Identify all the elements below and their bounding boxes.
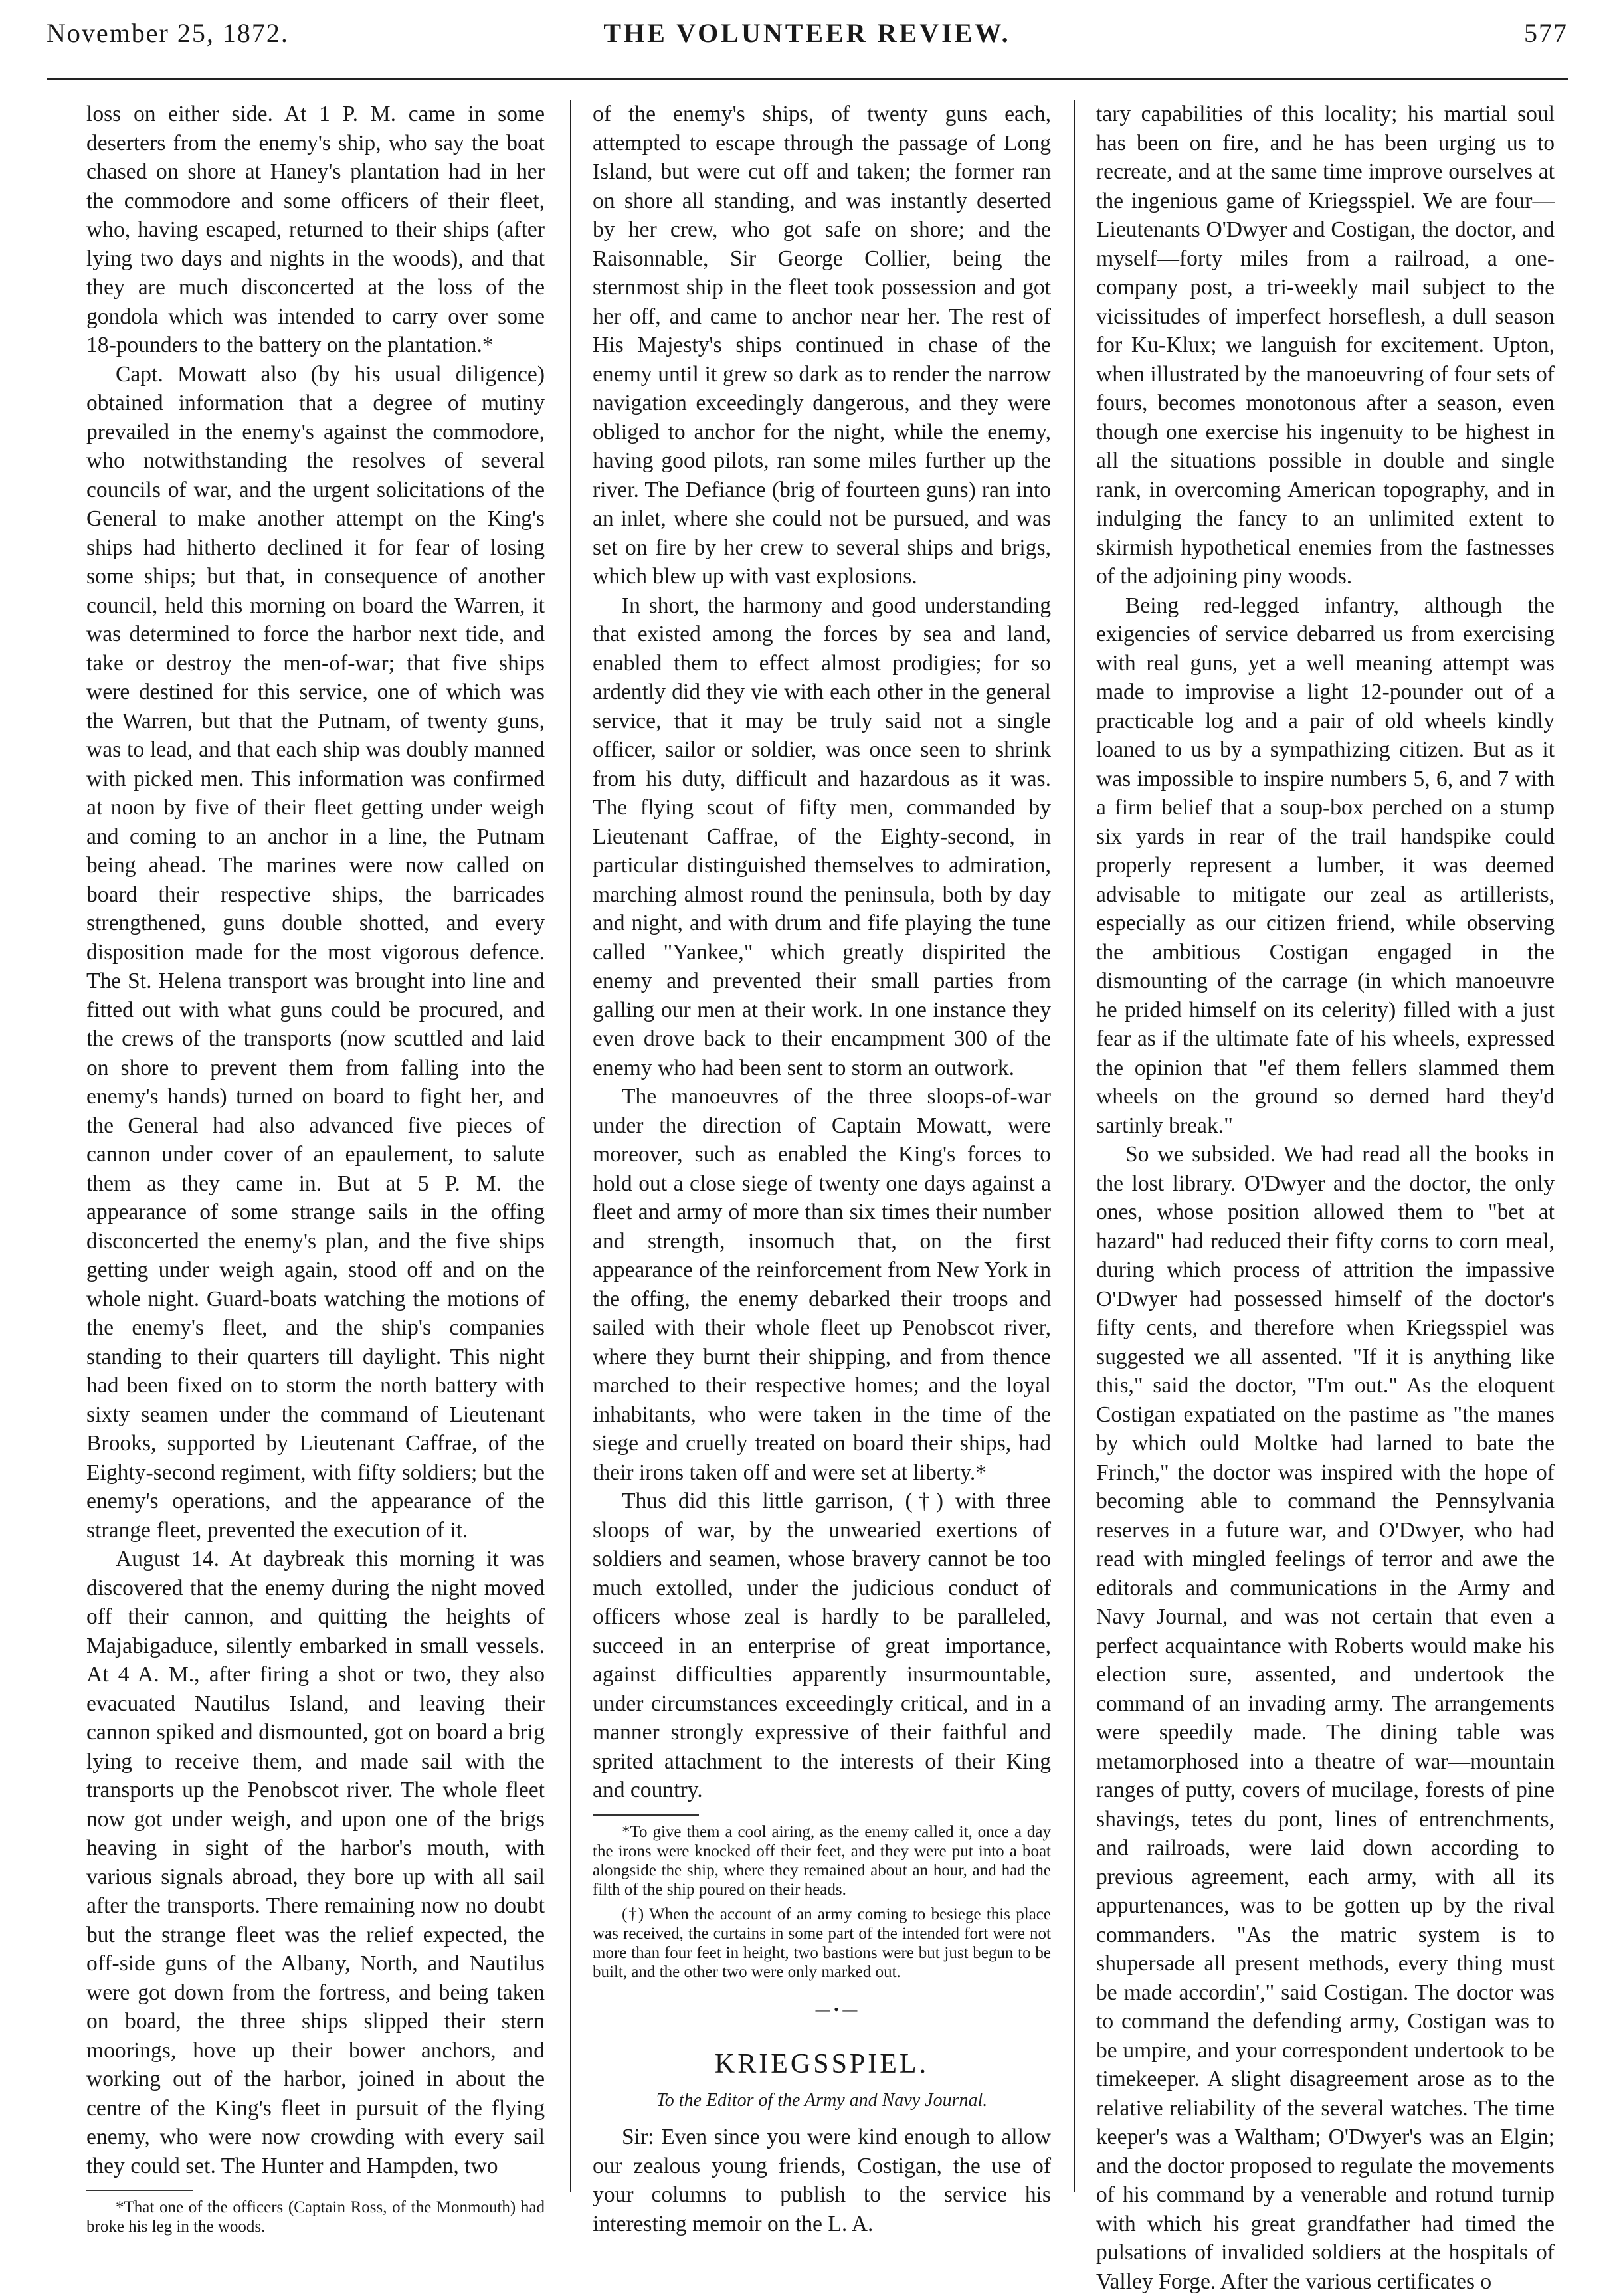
- section-heading: KRIEGSSPIEL.: [714, 2049, 929, 2079]
- header-date: November 25, 1872.: [47, 18, 289, 48]
- column-divider-2: [1074, 100, 1075, 2192]
- column-1: [86, 100, 545, 2236]
- paragraph: The manoeuvres of the three sloops-of-war under the direction of Captain Mowatt, were moreover, such as enabled the King's forces to hold out a close siege of twenty one days against a fleet and army of more than six times their number and strength, insomuch that, on the first appearance of the reinforcement from New York in the offing, the enemy debarked their troops and sailed with their whole fleet up Penobscot river, where they burnt their shipping, and from thence marched to their respective homes; and the loyal inhabitants, who were taken in the time of the siege and cruelly treated on board their ships, had their irons taken off and were set at liberty.*: [593, 1084, 1051, 1485]
- masthead-title: THE VOLUNTEER REVIEW.: [603, 18, 1011, 48]
- footnote: *That one of the officers (Captain Ross, of the Monmouth) had broke his leg in the woods.: [86, 2198, 545, 2236]
- column-2: [593, 100, 1051, 2238]
- page-number: 577: [1524, 18, 1568, 48]
- paragraph: of the enemy's ships, of twenty guns each, attempted to escape through the passage of Long Island, but were cut off and taken; the former ran on shore all standing, and was instantly deserted by her crew, who got safe on shore; and the Raisonnable, Sir George Collier, being the sternmost ship in the fleet took possession and got her off, and came to anchor near her. The rest of His Majesty's ships continued in chase of the enemy until it grew so dark as to render the narrow navigation exceedingly dangerous, and they were obliged to anchor for the night, while the enemy, having good pilots, ran some miles further up the river. The Defiance (brig of fourteen guns) ran into an inlet, where she could not be pursued, and was set on fire by her crew to several ships and brigs, which blew up with vast explosions.: [593, 102, 1051, 589]
- ornament: — • —: [815, 2000, 858, 2018]
- paragraph: August 14. At daybreak this morning it was discovered that the enemy during the night moved off their cannon, and quitting the heights of Majabigaduce, silently embarked in small vessels. At 4 A. M., after firing a shot or two, they also evacuated Nautilus Island, and leaving their cannon spiked and dismounted, got on board a brig lying to receive them, and made sail with the transports up the Penobscot river. The whole fleet now got under weigh, and upon one of the brigs heaving in sight of the harbor's mouth, with various signals abroad, they bore up with all sail after the transports. There remaining now no doubt but the strange fleet was the relief expected, the off-side guns of the Albany, North, and Nautilus were got down from the fortress, and being taken on board, the three ships slipped their stern moorings, hove up their bower anchors, and working out of the harbor, joined in about the centre of the King's fleet in pursuit of the flying enemy, who were now crowding with every sail they could set. The Hunter and Hampden, two: [86, 1547, 545, 2178]
- section-subheading: To the Editor of the Army and Navy Journal.: [656, 2089, 988, 2111]
- paragraph: loss on either side. At 1 P. M. came in some deserters from the enemy's ship, who say the boat chased on shore at Haney's plantation had in her the commodore and some officers of their fleet, who, having escaped, returned to their ships (after lying two days and nights in the woods), and that they are much disconcerted at the loss of the gondola which was intended to carry over some 18-pounders to the battery on the plantation.*: [86, 102, 545, 357]
- paragraph: Thus did this little garrison, (†) with three sloops of war, by the unwearied exertions of soldiers and seamen, whose bravery cannot be too much extolled, under the judicious conduct of officers whose zeal is hardly to be paralleled, succeed in an enterprise of great importance, against difficulties apparently insurmountable, under circumstances exceedingly critical, and in a manner strongly expressive of their faithful and sprited attachment to the interests of their King and country.: [593, 1489, 1051, 1802]
- paragraph: Sir: Even since you were kind enough to allow our zealous young friends, Costigan, the use of your columns to publish to the service his interesting memoir on the L. A.: [593, 2125, 1051, 2236]
- footnote: (†) When the account of an army coming to besiege this place was received, the curtains in some part of the intended fort were not more than four feet in height, two bastions were but just begun to be built, and the other two were only marked out.: [593, 1905, 1051, 1981]
- header-rule: [47, 78, 1568, 80]
- paragraph: tary capabilities of this locality; his martial soul has been on fire, and he has been urging us to recreate, and at the same time improve ourselves at the ingenious game of Kriegsspiel. We are four—Lieutenants O'Dwyer and Costigan, the doctor, and myself—forty miles from a railroad, a one-company post, a tri-weekly mail subject to the vicissitudes of imperfect horseflesh, a dull season for Ku-Klux; we languish for excitement. Upton, when illustrated by the manoeuvring of four sets of fours, becomes monotonous after a season, even though one exercise his ingenuity to be highest in all the situations possible in double and single rank, in overcoming American topography, and in indulging the fancy to an unlimited extent to skirmish hypothetical enemies from the fastnesses of the adjoining piny woods.: [1096, 102, 1555, 589]
- paragraph: Being red-legged infantry, although the exigencies of service debarred us from exercising with real guns, yet a well meaning attempt was made to improvise a light 12-pounder out of a practicable log and a pair of old wheels kindly loaned to us by a sympathizing citizen. But as it was impossible to inspire numbers 5, 6, and 7 with a firm belief that a soup-box perched on a stump six yards in rear of the trail handspike could properly represent a lumber, it was deemed advisable to mitigate our zeal as artillerists, especially as our citizen friend, while observing the ambitious Costigan engaged in the dismounting of the carrage (in which manoeuvre he prided himself on its celerity) filled with a just fear as if the ultimate fate of his wheels, expressed the opinion that "ef them fellers slammed them wheels on the ground so derned hard they'd sartinly break.": [1096, 593, 1555, 1138]
- paragraph: In short, the harmony and good understanding that existed among the forces by sea and land, enabled them to effect almost prodigies; for so ardently did they vie with each other in the general service, that it may be truly said not a single officer, sailor or soldier, was once seen to shrink from his duty, difficult and hazardous as it was. The flying scout of fifty men, commanded by Lieutenant Caffrae, of the Eighty-second, in particular distinguished themselves to admiration, marching almost round the peninsula, both by day and night, and with drum and fife playing the tune called "Yankee," which greatly dispirited the enemy and prevented their small parties from galling our men at their work. In one instance they even drove back to their encampment 300 of the enemy who had been sent to storm an outwork.: [593, 593, 1051, 1080]
- footnote-rule: [593, 1814, 699, 1816]
- paragraph: So we subsided. We had read all the books in the lost library. O'Dwyer and the doctor, the only ones, whose position allowed them to "bet at hazard" had reduced their fifty corns to corn meal, during which process of attrition the impassive O'Dwyer had possessed himself of the doctor's fifty cents, and therefore when Kriegsspiel was suggested we all assented. "If it is anything like this," said the doctor, "I'm out." As the eloquent Costigan expatiated on the pastime as "the manes by which ould Moltke had larned to bate the Frinch," the doctor was inspired with the hope of becoming able to command the Pennsylvania reserves in a future war, and O'Dwyer, who had read with mingled feelings of terror and awe the editorals and communications in the Army and Navy Journal, and was not certain that even a perfect acquaintance with Roberts would make his election sure, assented, and undertook the command of an invading army. The arrangements were speedily made. The dining table was metamorphosed into a theatre of war—mountain ranges of putty, covers of mucilage, forests of pine shavings, tetes du pont, lines of entrenchments, and railroads, were laid down according to previous agreement, each army, with all its appurtenances, was to be gotten up by the rival commanders. "As the matric system is to shupersade all present methods, every thing must be made accordin'," said Costigan. The doctor was to command the defending army, Costigan was to be umpire, and your correspondent undertook to be timekeeper. A slight disagreement arose as to the relative reliability of the several watches. The time keeper's was a Waltham; O'Dwyer's was an Elgin; and the doctor proposed to regulate the movements of his command by a venerable and rotund turnip with which his great grandfather had timed the pulsations of invalided soldiers at the hospitals of Valley Forge. After the various certificates o: [1096, 1142, 1555, 2294]
- column-divider-1: [570, 100, 571, 2192]
- footnote-rule: [86, 2190, 193, 2191]
- page-header: [47, 13, 1568, 60]
- footnote: *To give them a cool airing, as the enemy called it, once a day the irons were knocked off their feet, and they were put into a boat alongside the ship, where they remained about an hour, and had the filth of the ship poured on their heads.: [593, 1822, 1051, 1899]
- paragraph: Capt. Mowatt also (by his usual diligence) obtained information that a degree of mutiny prevailed in the enemy's against the commodore, who notwithstanding the resolves of several councils of war, and the urgent solicitations of the General to make another attempt on the King's ships had hitherto declined it for fear of losing some ships; but that, in consequence of another council, held this morning on board the Warren, it was determined to force the harbor next tide, and take or destroy the men-of-war; that five ships were destined for this service, one of which was the Warren, but that the Putnam, of twenty guns, was to lead, and that each ship was doubly manned with picked men. This information was confirmed at noon by five of their fleet getting under weigh and coming to an anchor in a line, the Putnam being ahead. The marines were now called on board their respective ships, the barricades strengthened, guns double shotted, and every disposition made for the most vigorous defence. The St. Helena transport was brought into line and fitted out with what guns could be procured, and the crews of the transports (now scuttled and laid on shore to prevent them from falling into the enemy's hands) turned on board to fight her, and the General had also advanced five pieces of cannon under cover of an epaulement, to salute them as they came in. But at 5 P. M. the appearance of some strange sails in the offing disconcerted the enemy's plan, and the five ships getting under weigh again, stood off and on the whole night. Guard-boats watching the motions of the enemy's fleet, and the ship's companies standing to their quarters till daylight. This night had been fixed on to storm the north battery with sixty seamen under the command of Lieutenant Brooks, supported by Lieutenant Caffrae, of the Eighty-second regiment, with fifty soldiers; but the enemy's operations, and the appearance of the strange fleet, prevented the execution of it.: [86, 361, 545, 1543]
- column-3: [1096, 100, 1555, 2296]
